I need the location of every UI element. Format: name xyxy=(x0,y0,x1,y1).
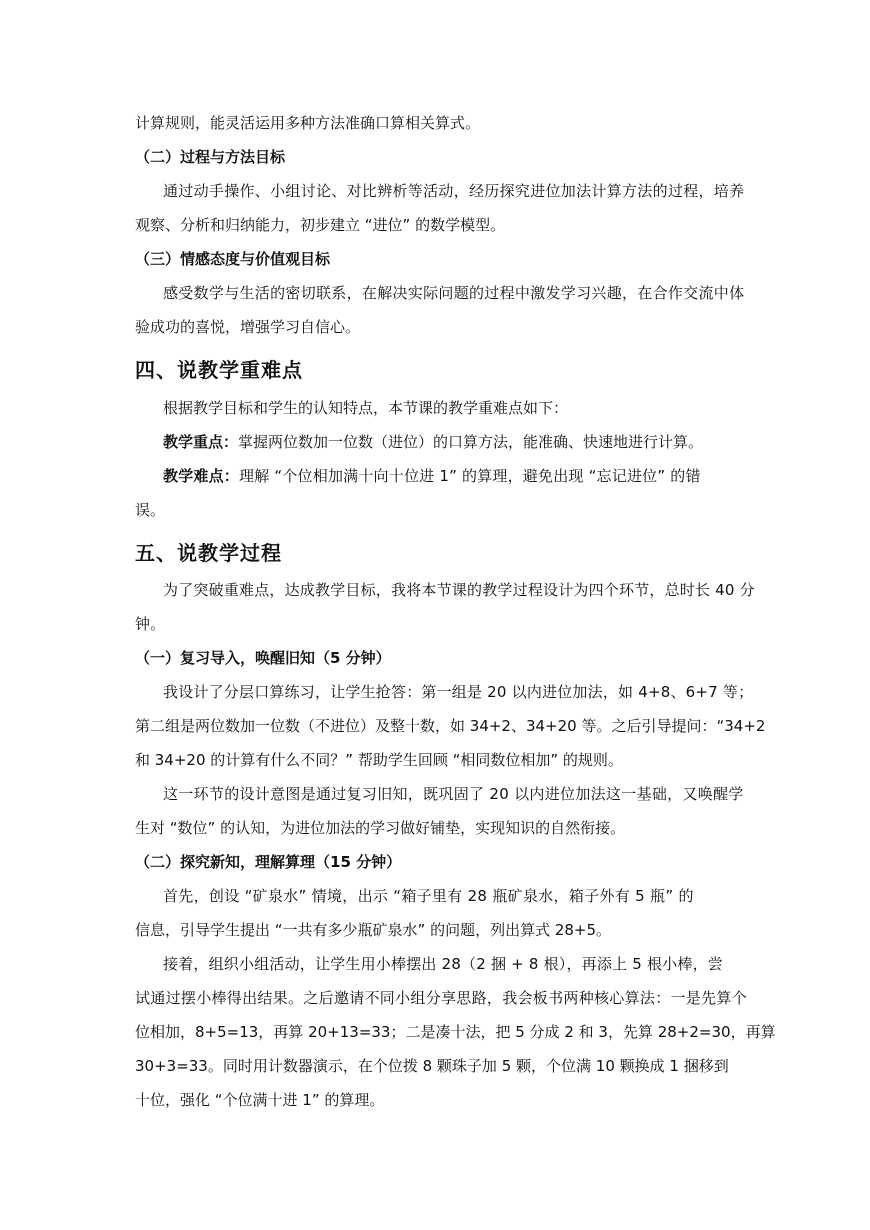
section-heading: 四、说教学重难点 xyxy=(135,358,303,382)
paragraph-line: 首先，创设 “矿泉水” 情境，出示 “箱子里有 28 瓶矿泉水，箱子外有 5 瓶” 的 xyxy=(163,887,694,905)
paragraph-line: 生对 “数位” 的认知，为进位加法的学习做好铺垫，实现知识的自然衔接。 xyxy=(135,819,626,837)
paragraph-line: 试通过摆小棒得出结果。之后邀请不同小组分享思路，我会板书两种核心算法：一是先算个 xyxy=(135,989,748,1007)
key-point-line xyxy=(163,432,703,452)
paragraph-line: 钟。 xyxy=(135,615,166,633)
subsection-heading: （一）复习导入，唤醒旧知（5 分钟） xyxy=(135,649,391,667)
subsection-heading: （二）探究新知，理解算理（15 分钟） xyxy=(135,853,402,871)
paragraph-line: 接着，组织小组活动，让学生用小棒摆出 28（2 捆 + 8 根），再添上 5 根小棒，尝 xyxy=(163,955,723,973)
paragraph-line: 这一环节的设计意图是通过复习旧知，既巩固了 20 以内进位加法这一基础，又唤醒学 xyxy=(163,785,744,803)
paragraph-line: 计算规则，能灵活运用多种方法准确口算相关算式。 xyxy=(135,114,481,132)
difficulty-line xyxy=(163,466,701,486)
paragraph-line: 通过动手操作、小组讨论、对比辨析等活动，经历探究进位加法计算方法的过程，培养 xyxy=(163,182,745,200)
difficulty-text: 理解 “个位相加满十向十位进 1” 的算理，避免出现 “忘记进位” 的错 xyxy=(239,467,701,485)
subsection-heading: （二）过程与方法目标 xyxy=(135,148,286,166)
paragraph-line: 30+3=33。同时用计数器演示，在个位拨 8 颗珠子加 5 颗，个位满 10 颗换成 1 捆移到 xyxy=(135,1057,729,1075)
paragraph-line: 第二组是两位数加一位数（不进位）及整十数，如 34+2、34+20 等。之后引导提问：“34+2 xyxy=(135,717,766,735)
key-point-text: 掌握两位数加一位数（进位）的口算方法，能准确、快速地进行计算。 xyxy=(238,433,704,451)
paragraph-line: 和 34+20 的计算有什么不同？” 帮助学生回顾 “相同数位相加” 的规则。 xyxy=(135,751,623,769)
key-point-label: 教学重点： xyxy=(163,433,239,451)
paragraph-line: 我设计了分层口算练习，让学生抢答：第一组是 20 以内进位加法，如 4+8、6+7 等； xyxy=(163,683,754,701)
section-heading: 五、说教学过程 xyxy=(135,541,282,565)
paragraph-line: 十位，强化 “个位满十进 1” 的算理。 xyxy=(135,1091,385,1109)
paragraph-line: 感受数学与生活的密切联系，在解决实际问题的过程中激发学习兴趣，在合作交流中体 xyxy=(163,284,745,302)
paragraph-line: 误。 xyxy=(135,501,166,519)
subsection-heading: （三）情感态度与价值观目标 xyxy=(135,250,331,268)
difficulty-label: 教学难点： xyxy=(163,467,240,485)
paragraph-line: 信息，引导学生提出 “一共有多少瓶矿泉水” 的问题，列出算式 28+5。 xyxy=(135,921,612,939)
paragraph-line: 观察、分析和归纳能力，初步建立 “进位” 的数学模型。 xyxy=(135,216,506,234)
paragraph-line: 验成功的喜悦，增强学习自信心。 xyxy=(135,318,361,336)
paragraph-line: 根据教学目标和学生的认知特点，本节课的教学重难点如下： xyxy=(163,399,569,417)
paragraph-line: 位相加，8+5=13，再算 20+13=33；二是凑十法，把 5 分成 2 和 3，先算 28+2=30，再算 xyxy=(135,1023,776,1041)
paragraph-line: 为了突破重难点，达成教学目标，我将本节课的教学过程设计为四个环节，总时长 40 分 xyxy=(163,581,755,599)
